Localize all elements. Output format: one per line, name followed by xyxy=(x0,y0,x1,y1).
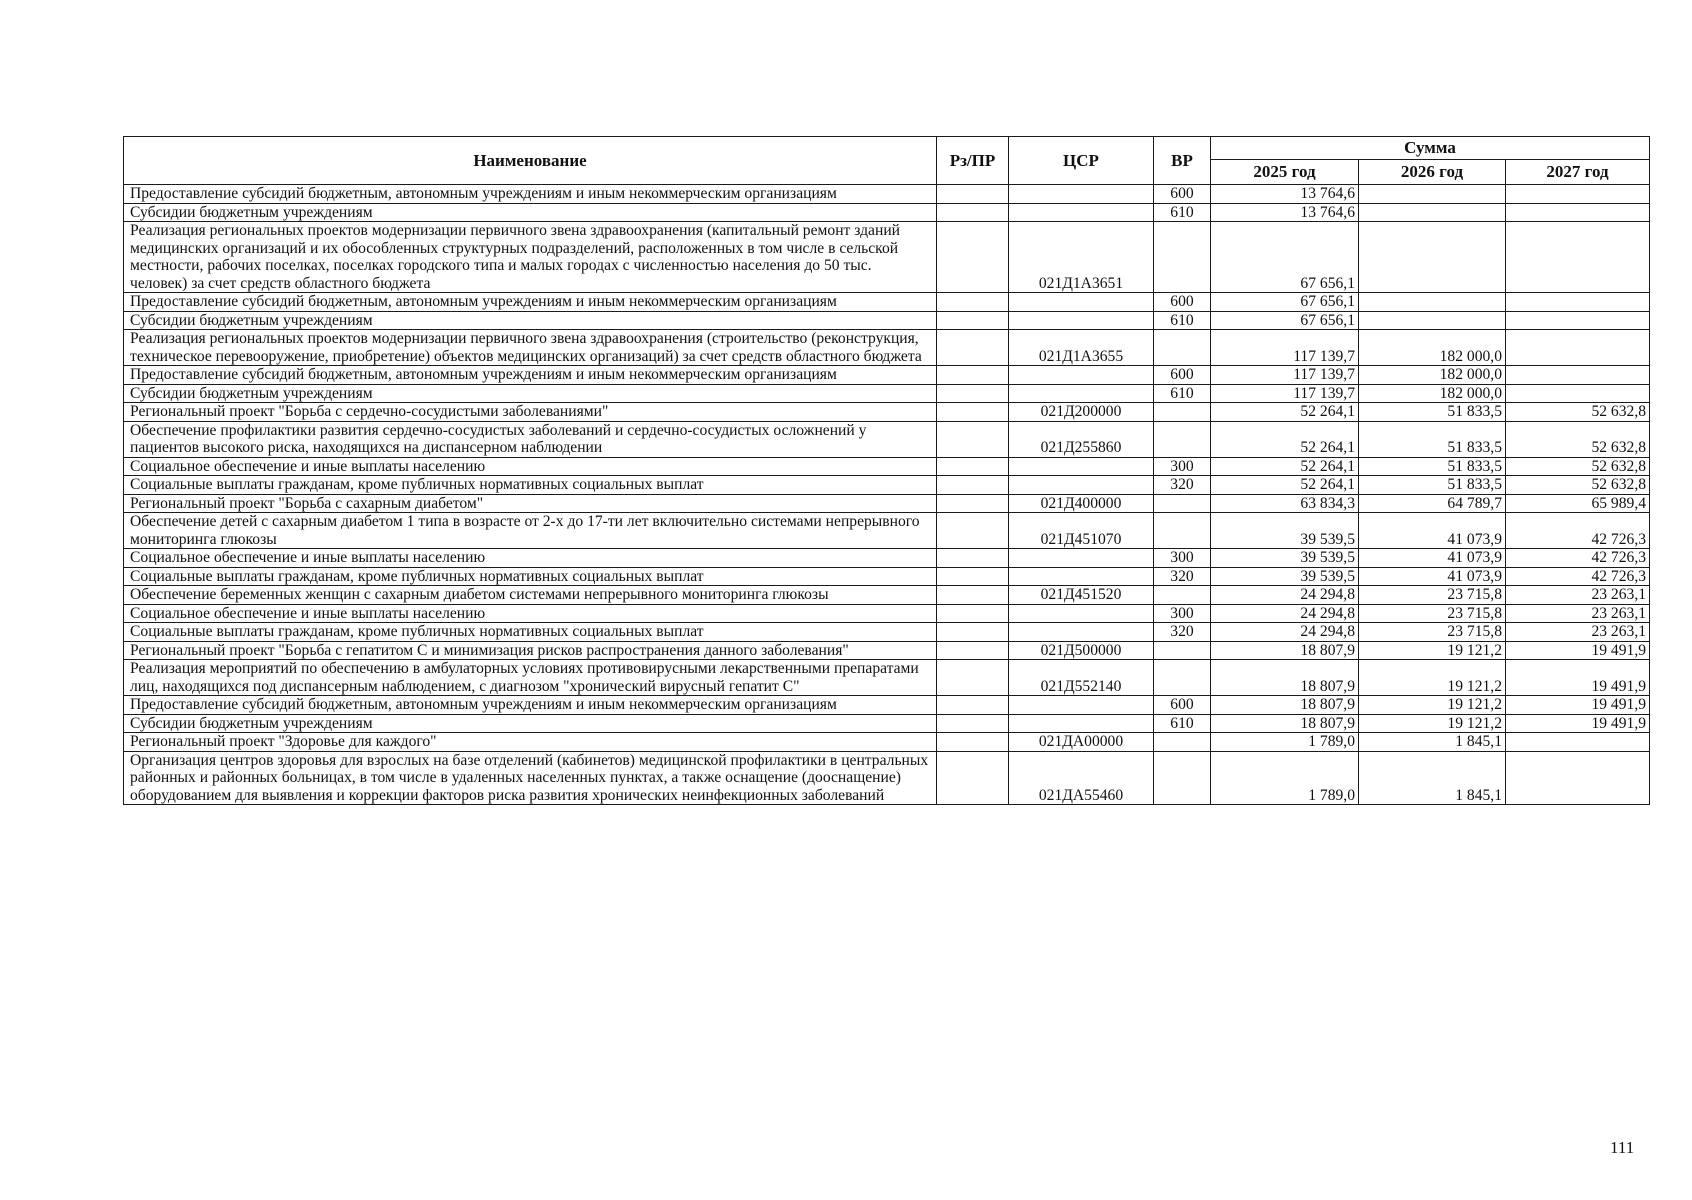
cell-2026: 41 073,9 xyxy=(1359,567,1506,586)
cell-rzpr xyxy=(937,366,1009,385)
cell-2026 xyxy=(1359,185,1506,204)
cell-2027: 42 726,3 xyxy=(1506,549,1650,568)
cell-name: Социальные выплаты гражданам, кроме публичных нормативных социальных выплат xyxy=(124,567,937,586)
cell-vr xyxy=(1154,403,1211,422)
cell-vr xyxy=(1154,751,1211,805)
cell-2027: 52 632,8 xyxy=(1506,476,1650,495)
table-row xyxy=(124,185,1650,204)
cell-csr xyxy=(1009,714,1154,733)
cell-rzpr xyxy=(937,421,1009,457)
cell-2027: 19 491,9 xyxy=(1506,714,1650,733)
cell-rzpr xyxy=(937,623,1009,642)
header-year-2026: 2026 год xyxy=(1359,160,1506,185)
cell-2027: 65 989,4 xyxy=(1506,494,1650,513)
cell-2025: 24 294,8 xyxy=(1211,604,1359,623)
cell-2025: 39 539,5 xyxy=(1211,567,1359,586)
cell-2027 xyxy=(1506,751,1650,805)
table-row xyxy=(124,403,1650,422)
cell-name: Обеспечение беременных женщин с сахарным диабетом системами непрерывного мониторинга глюкозы xyxy=(124,586,937,605)
cell-2027 xyxy=(1506,311,1650,330)
cell-name: Реализация региональных проектов модернизации первичного звена здравоохранения (капитальный ремонт зданий медицинских организаций и их обособленных структурных подразделений, расположенных в том числе в сельской местности, рабочих поселках, поселках городского типа и малых городах с численностью населения до 50 тыс. человек) за счет средств областного бюджета xyxy=(124,222,937,293)
cell-rzpr xyxy=(937,185,1009,204)
cell-csr xyxy=(1009,185,1154,204)
cell-vr: 320 xyxy=(1154,476,1211,495)
table-row xyxy=(124,567,1650,586)
cell-2027: 23 263,1 xyxy=(1506,623,1650,642)
cell-csr: 021Д200000 xyxy=(1009,403,1154,422)
table-header xyxy=(124,137,1650,185)
cell-2026: 23 715,8 xyxy=(1359,623,1506,642)
cell-2025: 52 264,1 xyxy=(1211,403,1359,422)
cell-csr: 021Д500000 xyxy=(1009,641,1154,660)
cell-2027 xyxy=(1506,384,1650,403)
cell-vr xyxy=(1154,586,1211,605)
cell-csr: 021Д1А3651 xyxy=(1009,222,1154,293)
table-row xyxy=(124,366,1650,385)
table-body xyxy=(124,185,1650,805)
table-row xyxy=(124,494,1650,513)
table-row xyxy=(124,330,1650,366)
header-year-2027: 2027 год xyxy=(1506,160,1650,185)
cell-2025: 18 807,9 xyxy=(1211,696,1359,715)
cell-2027 xyxy=(1506,330,1650,366)
cell-2026: 51 833,5 xyxy=(1359,403,1506,422)
cell-rzpr xyxy=(937,494,1009,513)
cell-name: Социальные выплаты гражданам, кроме публичных нормативных социальных выплат xyxy=(124,476,937,495)
cell-vr: 600 xyxy=(1154,293,1211,312)
cell-vr: 320 xyxy=(1154,567,1211,586)
cell-name: Региональный проект "Борьба с сахарным диабетом" xyxy=(124,494,937,513)
cell-csr: 021ДА55460 xyxy=(1009,751,1154,805)
cell-csr xyxy=(1009,604,1154,623)
cell-2026: 182 000,0 xyxy=(1359,330,1506,366)
cell-csr: 021Д451070 xyxy=(1009,513,1154,549)
cell-2025: 52 264,1 xyxy=(1211,421,1359,457)
cell-rzpr xyxy=(937,330,1009,366)
cell-vr xyxy=(1154,494,1211,513)
cell-csr xyxy=(1009,457,1154,476)
cell-rzpr xyxy=(937,586,1009,605)
header-name: Наименование xyxy=(124,137,937,185)
cell-2027 xyxy=(1506,222,1650,293)
cell-rzpr xyxy=(937,549,1009,568)
cell-2026 xyxy=(1359,222,1506,293)
table-row xyxy=(124,641,1650,660)
cell-2026: 51 833,5 xyxy=(1359,476,1506,495)
cell-csr xyxy=(1009,476,1154,495)
cell-2027: 52 632,8 xyxy=(1506,421,1650,457)
cell-vr: 300 xyxy=(1154,457,1211,476)
cell-2025: 67 656,1 xyxy=(1211,311,1359,330)
cell-2026: 1 845,1 xyxy=(1359,751,1506,805)
cell-2027: 52 632,8 xyxy=(1506,403,1650,422)
header-csr: ЦСР xyxy=(1009,137,1154,185)
cell-vr xyxy=(1154,513,1211,549)
cell-vr xyxy=(1154,733,1211,752)
cell-vr xyxy=(1154,641,1211,660)
cell-name: Субсидии бюджетным учреждениям xyxy=(124,311,937,330)
cell-2026: 19 121,2 xyxy=(1359,714,1506,733)
cell-rzpr xyxy=(937,733,1009,752)
cell-rzpr xyxy=(937,513,1009,549)
cell-2025: 18 807,9 xyxy=(1211,660,1359,696)
table-row xyxy=(124,457,1650,476)
cell-rzpr xyxy=(937,457,1009,476)
cell-csr xyxy=(1009,567,1154,586)
cell-name: Организация центров здоровья для взрослых на базе отделений (кабинетов) медицинской профилактики в центральных районных и районных больницах, в том числе в удаленных населенных пунктах, а также оснащение (дооснащение) оборудованием для выявления и коррекции факторов риска развития хронических неинфекционных заболеваний xyxy=(124,751,937,805)
cell-2026: 41 073,9 xyxy=(1359,549,1506,568)
cell-2027: 42 726,3 xyxy=(1506,513,1650,549)
cell-2025: 1 789,0 xyxy=(1211,751,1359,805)
cell-2025: 18 807,9 xyxy=(1211,714,1359,733)
header-vr: ВР xyxy=(1154,137,1211,185)
page-number: 111 xyxy=(1610,1138,1635,1157)
cell-2027: 23 263,1 xyxy=(1506,586,1650,605)
cell-rzpr xyxy=(937,384,1009,403)
cell-2025: 117 139,7 xyxy=(1211,330,1359,366)
cell-name: Социальное обеспечение и иные выплаты населению xyxy=(124,457,937,476)
cell-2026: 23 715,8 xyxy=(1359,604,1506,623)
cell-2026 xyxy=(1359,293,1506,312)
cell-rzpr xyxy=(937,696,1009,715)
table-row xyxy=(124,751,1650,805)
table-row xyxy=(124,203,1650,222)
cell-vr: 610 xyxy=(1154,203,1211,222)
cell-name: Реализация мероприятий по обеспечению в амбулаторных условиях противовирусными лекарственными препаратами лиц, находящихся под диспансерным наблюдением, с диагнозом "хронический вирусный гепатит С" xyxy=(124,660,937,696)
cell-rzpr xyxy=(937,222,1009,293)
header-rzpr: Рз/ПР xyxy=(937,137,1009,185)
cell-name: Обеспечение детей с сахарным диабетом 1 типа в возрасте от 2-х до 17-ти лет включительно системами непрерывного мониторинга глюкозы xyxy=(124,513,937,549)
table-row xyxy=(124,623,1650,642)
cell-rzpr xyxy=(937,660,1009,696)
cell-name: Региональный проект "Борьба с сердечно-сосудистыми заболеваниями" xyxy=(124,403,937,422)
table-row xyxy=(124,311,1650,330)
cell-2026: 182 000,0 xyxy=(1359,366,1506,385)
cell-2025: 1 789,0 xyxy=(1211,733,1359,752)
cell-rzpr xyxy=(937,751,1009,805)
table-row xyxy=(124,696,1650,715)
header-year-2025: 2025 год xyxy=(1211,160,1359,185)
table-row xyxy=(124,714,1650,733)
cell-2026: 51 833,5 xyxy=(1359,457,1506,476)
cell-2027: 19 491,9 xyxy=(1506,641,1650,660)
cell-2027: 19 491,9 xyxy=(1506,696,1650,715)
cell-csr xyxy=(1009,203,1154,222)
table-row xyxy=(124,222,1650,293)
cell-rzpr xyxy=(937,476,1009,495)
cell-csr xyxy=(1009,311,1154,330)
cell-2026 xyxy=(1359,203,1506,222)
cell-name: Предоставление субсидий бюджетным, автономным учреждениям и иным некоммерческим организациям xyxy=(124,696,937,715)
cell-2027: 19 491,9 xyxy=(1506,660,1650,696)
cell-2025: 117 139,7 xyxy=(1211,366,1359,385)
cell-2026: 51 833,5 xyxy=(1359,421,1506,457)
cell-name: Предоставление субсидий бюджетным, автономным учреждениям и иным некоммерческим организациям xyxy=(124,293,937,312)
cell-2026: 23 715,8 xyxy=(1359,586,1506,605)
cell-2025: 63 834,3 xyxy=(1211,494,1359,513)
table-row xyxy=(124,384,1650,403)
cell-2025: 13 764,6 xyxy=(1211,203,1359,222)
cell-2026: 41 073,9 xyxy=(1359,513,1506,549)
table-row xyxy=(124,293,1650,312)
cell-name: Предоставление субсидий бюджетным, автономным учреждениям и иным некоммерческим организациям xyxy=(124,366,937,385)
cell-vr: 320 xyxy=(1154,623,1211,642)
cell-2027 xyxy=(1506,733,1650,752)
cell-2025: 24 294,8 xyxy=(1211,623,1359,642)
cell-vr: 610 xyxy=(1154,311,1211,330)
cell-name: Социальное обеспечение и иные выплаты населению xyxy=(124,604,937,623)
cell-csr xyxy=(1009,623,1154,642)
header-sum: Сумма xyxy=(1211,137,1650,160)
cell-name: Обеспечение профилактики развития сердечно-сосудистых заболеваний и сердечно-сосудистых осложнений у пациентов высокого риска, находящихся на диспансерном наблюдении xyxy=(124,421,937,457)
table-row xyxy=(124,660,1650,696)
cell-vr xyxy=(1154,421,1211,457)
cell-vr: 600 xyxy=(1154,366,1211,385)
cell-2027: 52 632,8 xyxy=(1506,457,1650,476)
cell-2026: 1 845,1 xyxy=(1359,733,1506,752)
cell-csr xyxy=(1009,366,1154,385)
cell-csr xyxy=(1009,549,1154,568)
cell-2025: 24 294,8 xyxy=(1211,586,1359,605)
cell-name: Субсидии бюджетным учреждениям xyxy=(124,203,937,222)
cell-vr xyxy=(1154,330,1211,366)
cell-csr: 021Д1А3655 xyxy=(1009,330,1154,366)
cell-vr xyxy=(1154,660,1211,696)
cell-name: Социальные выплаты гражданам, кроме публичных нормативных социальных выплат xyxy=(124,623,937,642)
cell-name: Социальное обеспечение и иные выплаты населению xyxy=(124,549,937,568)
cell-name: Региональный проект "Борьба с гепатитом С и минимизация рисков распространения данного заболевания" xyxy=(124,641,937,660)
table-row xyxy=(124,476,1650,495)
cell-2026 xyxy=(1359,311,1506,330)
cell-name: Реализация региональных проектов модернизации первичного звена здравоохранения (строительство (реконструкция, техническое перевооружение, приобретение) объектов медицинских организаций) за счет средств областного бюджета xyxy=(124,330,937,366)
cell-vr: 600 xyxy=(1154,185,1211,204)
cell-name: Субсидии бюджетным учреждениям xyxy=(124,384,937,403)
cell-2027 xyxy=(1506,185,1650,204)
cell-csr xyxy=(1009,696,1154,715)
table-row xyxy=(124,549,1650,568)
table-row xyxy=(124,733,1650,752)
cell-2026: 182 000,0 xyxy=(1359,384,1506,403)
cell-rzpr xyxy=(937,403,1009,422)
cell-rzpr xyxy=(937,567,1009,586)
cell-name: Предоставление субсидий бюджетным, автономным учреждениям и иным некоммерческим организациям xyxy=(124,185,937,204)
cell-rzpr xyxy=(937,203,1009,222)
cell-csr xyxy=(1009,293,1154,312)
cell-2026: 19 121,2 xyxy=(1359,696,1506,715)
cell-vr: 600 xyxy=(1154,696,1211,715)
cell-2026: 64 789,7 xyxy=(1359,494,1506,513)
cell-rzpr xyxy=(937,293,1009,312)
table-row xyxy=(124,586,1650,605)
cell-2025: 39 539,5 xyxy=(1211,513,1359,549)
cell-vr: 610 xyxy=(1154,384,1211,403)
cell-2025: 67 656,1 xyxy=(1211,293,1359,312)
cell-2027: 42 726,3 xyxy=(1506,567,1650,586)
cell-csr: 021Д400000 xyxy=(1009,494,1154,513)
table-row xyxy=(124,604,1650,623)
cell-vr xyxy=(1154,222,1211,293)
table-row xyxy=(124,421,1650,457)
cell-csr: 021Д451520 xyxy=(1009,586,1154,605)
cell-name: Субсидии бюджетным учреждениям xyxy=(124,714,937,733)
cell-name: Региональный проект "Здоровье для каждого" xyxy=(124,733,937,752)
cell-rzpr xyxy=(937,311,1009,330)
cell-2025: 52 264,1 xyxy=(1211,476,1359,495)
cell-rzpr xyxy=(937,714,1009,733)
cell-2025: 39 539,5 xyxy=(1211,549,1359,568)
budget-table xyxy=(123,136,1650,805)
cell-2025: 67 656,1 xyxy=(1211,222,1359,293)
cell-2026: 19 121,2 xyxy=(1359,660,1506,696)
cell-2027: 23 263,1 xyxy=(1506,604,1650,623)
cell-csr: 021Д255860 xyxy=(1009,421,1154,457)
cell-2025: 52 264,1 xyxy=(1211,457,1359,476)
cell-2025: 18 807,9 xyxy=(1211,641,1359,660)
cell-csr: 021ДА00000 xyxy=(1009,733,1154,752)
cell-rzpr xyxy=(937,641,1009,660)
cell-2027 xyxy=(1506,203,1650,222)
cell-2027 xyxy=(1506,366,1650,385)
cell-2027 xyxy=(1506,293,1650,312)
cell-vr: 300 xyxy=(1154,604,1211,623)
cell-csr: 021Д552140 xyxy=(1009,660,1154,696)
cell-vr: 300 xyxy=(1154,549,1211,568)
cell-2025: 117 139,7 xyxy=(1211,384,1359,403)
cell-2025: 13 764,6 xyxy=(1211,185,1359,204)
table-row xyxy=(124,513,1650,549)
cell-rzpr xyxy=(937,604,1009,623)
cell-csr xyxy=(1009,384,1154,403)
cell-2026: 19 121,2 xyxy=(1359,641,1506,660)
cell-vr: 610 xyxy=(1154,714,1211,733)
